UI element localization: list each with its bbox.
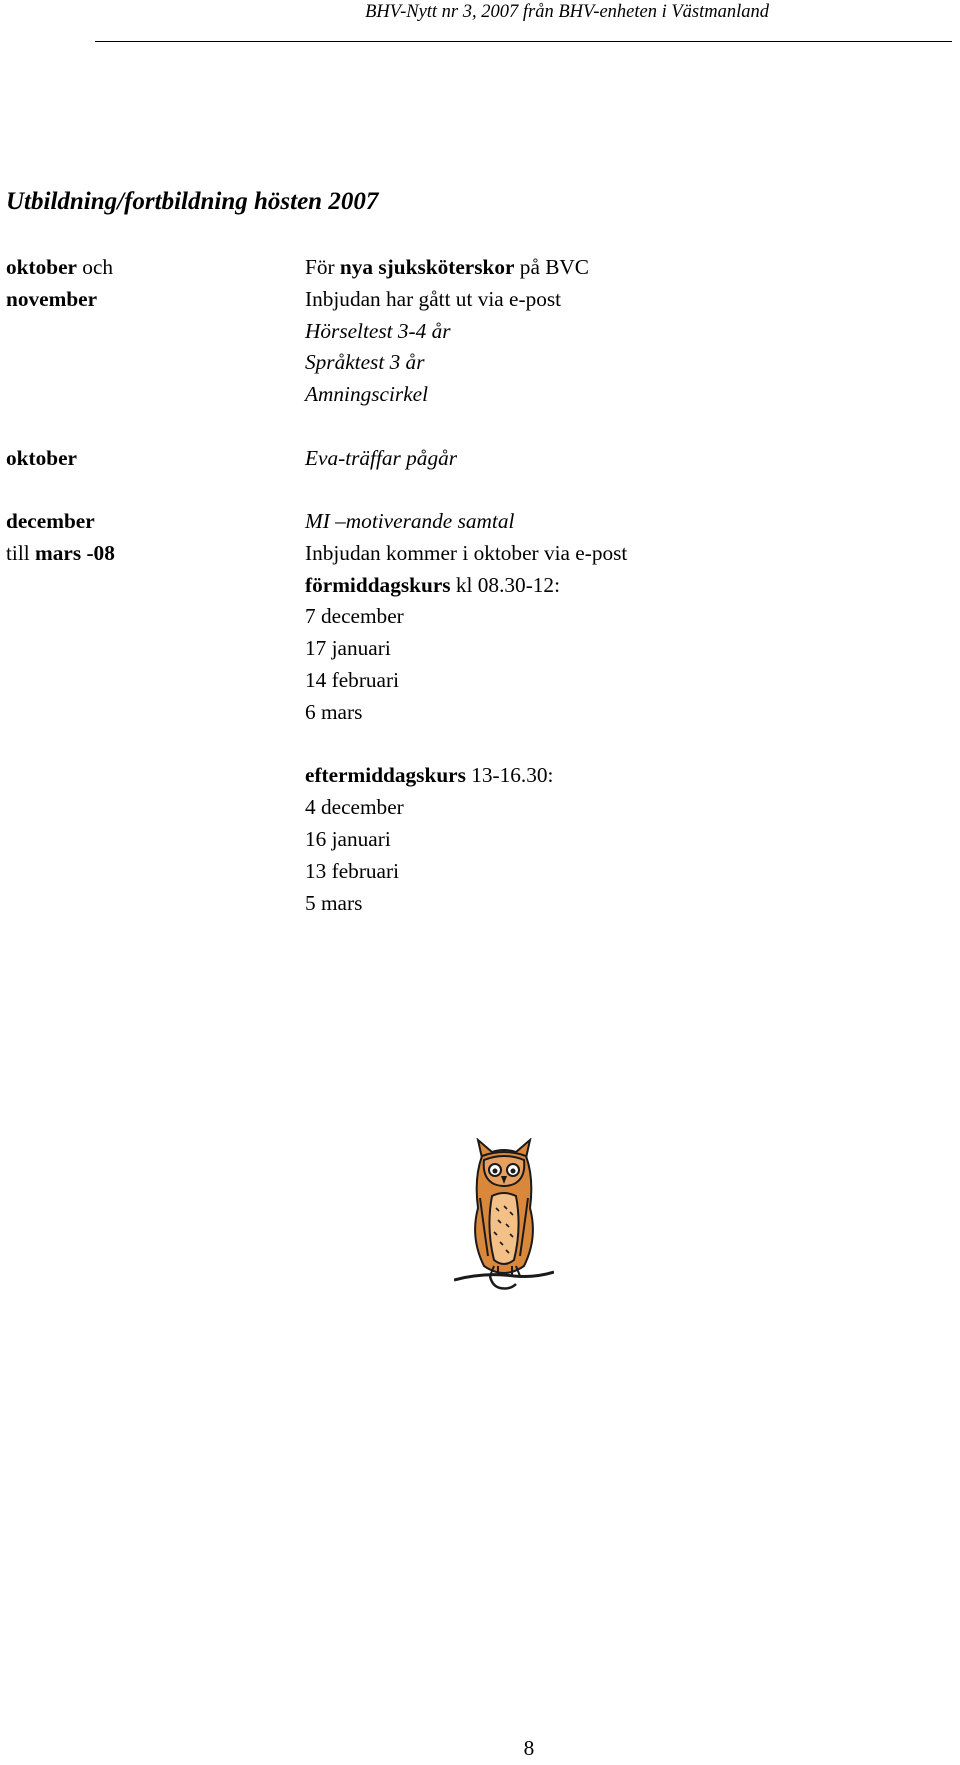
afternoon-course-heading (305, 760, 945, 792)
morning-date: 14 februari (305, 667, 400, 692)
row-period (6, 443, 286, 475)
period-month-start: oktober (6, 255, 77, 279)
afternoon-date: 16 januari (305, 826, 391, 851)
morning-course-label: förmiddagskurs (305, 572, 451, 597)
row-details (305, 506, 945, 919)
morning-date: 17 januari (305, 636, 391, 661)
afternoon-course-label: eftermiddagskurs (305, 763, 466, 788)
period-line (6, 252, 286, 284)
invite-line: Inbjudan kommer i oktober via e-post (305, 540, 628, 565)
header-rule (95, 41, 952, 42)
page-number: 8 (523, 1736, 535, 1760)
morning-course-heading (305, 570, 945, 602)
course-hearing-test: Hörseltest 3-4 år (305, 318, 451, 343)
owl-clipart-icon (454, 1138, 554, 1293)
row-period (6, 252, 286, 316)
morning-course-time: kl 08.30-12: (450, 572, 561, 597)
row-details (305, 443, 945, 475)
afternoon-course-time: 13-16.30: (465, 763, 554, 788)
course-eva-meetings: Eva-träffar pågår (305, 446, 458, 470)
course-language-test: Språktest 3 år (305, 350, 425, 375)
invite-line: Inbjudan har gått ut via e-post (305, 286, 562, 311)
period-month-end: november (6, 286, 98, 311)
running-header-title: BHV-Nytt nr 3, 2007 från BHV-enheten i Västmanland (365, 2, 769, 22)
period-month-start: december (6, 509, 95, 533)
period-month-end: mars -08 (35, 540, 115, 565)
section-title: Utbildning/fortbildning hösten 2007 (6, 188, 379, 215)
audience-highlight: nya sjuksköterskor (339, 255, 515, 279)
period-line (6, 538, 286, 570)
period-month: oktober (6, 446, 77, 470)
audience-suffix: på BVC (514, 255, 590, 279)
audience-prefix: För (305, 255, 340, 279)
afternoon-date: 13 februari (305, 858, 400, 883)
period-connector: och (76, 255, 114, 279)
blank-line (305, 729, 945, 761)
afternoon-date: 5 mars (305, 890, 363, 915)
afternoon-date: 4 december (305, 795, 404, 820)
row-period (6, 506, 286, 570)
course-breastfeeding-circle: Amningscirkel (305, 382, 429, 407)
course-mi-title: MI –motiverande samtal (305, 509, 515, 533)
morning-date: 7 december (305, 604, 404, 629)
row-details (305, 252, 945, 411)
running-header (365, 2, 769, 23)
morning-date: 6 mars (305, 699, 363, 724)
period-connector: till (6, 540, 35, 565)
audience-line (305, 252, 945, 284)
